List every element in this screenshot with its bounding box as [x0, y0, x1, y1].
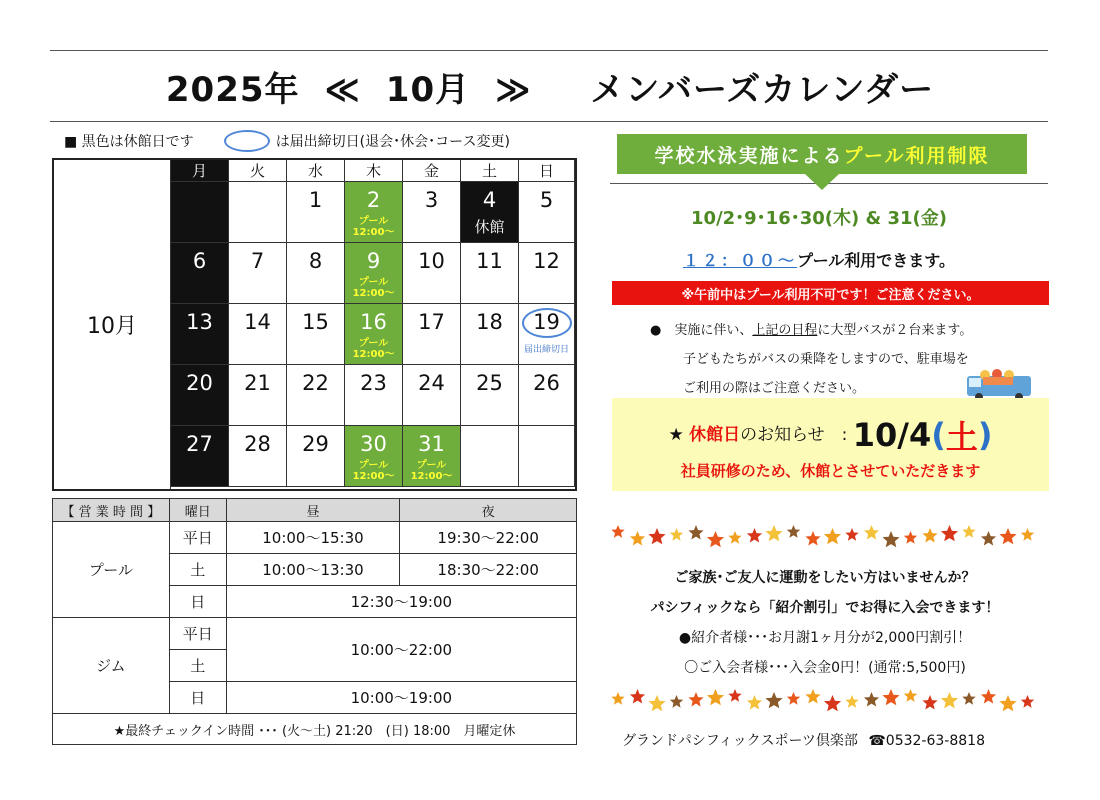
maple-leaf-icon: [611, 525, 624, 538]
maple-leaf-icon: [630, 689, 645, 704]
autumn-leaves-top: [610, 520, 1040, 552]
calendar-day[interactable]: [345, 426, 403, 487]
maple-leaf-icon: [941, 525, 958, 541]
maple-leaf-icon: [824, 695, 841, 711]
calendar-day[interactable]: [229, 243, 287, 304]
calendar-day[interactable]: [287, 182, 345, 243]
day-number: 1: [308, 188, 323, 212]
weekday-header: 金: [403, 160, 461, 182]
maple-leaf-icon: [747, 528, 762, 543]
notice-line-3: ご利用の際はご注意ください。: [683, 381, 866, 396]
day-number: 11: [476, 249, 503, 273]
day-number: 14: [244, 310, 271, 334]
hours-table: [52, 498, 577, 745]
day-number: 20: [186, 371, 213, 395]
maple-leaf-icon: [845, 695, 858, 708]
day-number: 15: [302, 310, 329, 334]
calendar-day[interactable]: [519, 304, 575, 365]
day-number: 26: [533, 371, 560, 395]
calendar-day[interactable]: [461, 304, 519, 365]
closure-reason: 社員研修のため、休館とさせていただきます: [680, 462, 981, 480]
maple-leaf-icon: [962, 525, 975, 538]
down-arrow-icon: [805, 174, 839, 190]
weekday-header: 火: [229, 160, 287, 182]
acorn-icon: [882, 689, 899, 705]
day-number: 2: [366, 188, 381, 212]
maple-leaf-icon: [765, 692, 782, 708]
pool-time-note: プール 12:00～: [352, 338, 395, 360]
day-number: 8: [308, 249, 323, 273]
maple-leaf-icon: [941, 692, 958, 708]
notice-post: に大型バスが２台来ます。: [817, 323, 973, 338]
maple-leaf-icon: [611, 692, 624, 705]
hours-header-night: 夜: [400, 499, 577, 522]
calendar-day[interactable]: [345, 365, 403, 426]
weekday-header: 木: [345, 160, 403, 182]
maple-leaf-icon: [1021, 528, 1034, 541]
day-number: 19: [533, 310, 560, 334]
day-number: 3: [424, 188, 439, 212]
calendar-day[interactable]: [403, 426, 461, 487]
hours-header-day: 曜日: [169, 499, 226, 522]
hours-header-day-time: 昼: [226, 499, 400, 522]
calendar-empty-cell: [519, 426, 575, 487]
day-number: 21: [244, 371, 271, 395]
maple-leaf-icon: [747, 695, 762, 710]
maple-leaf-icon: [630, 531, 645, 546]
day-number: 30: [360, 432, 387, 456]
calendar-day[interactable]: [345, 304, 403, 365]
maple-leaf-icon: [648, 528, 665, 544]
maple-leaf-icon: [707, 689, 724, 705]
last-checkin-note: ★最終チェックイン時間 ･･･ (火～土) 21:20 (日) 18:00 月曜定休: [53, 714, 577, 745]
day-number: 13: [186, 310, 213, 334]
next-month-link[interactable]: ≫: [494, 70, 532, 110]
day-number: 9: [366, 249, 381, 273]
pool-time-note: プール 12:00～: [352, 277, 395, 299]
hours-header-title: 【 営 業 時 間 】: [53, 499, 170, 522]
maple-leaf-icon: [805, 689, 820, 704]
day-number: 27: [186, 432, 213, 456]
maple-leaf-icon: [805, 531, 820, 546]
day-number: 24: [418, 371, 445, 395]
morning-warning: ※午前中はプール利用不可です！ご注意ください。: [612, 281, 1049, 305]
calendar-day[interactable]: [519, 365, 575, 426]
calendar-day[interactable]: [345, 243, 403, 304]
calendar-day[interactable]: [171, 365, 229, 426]
notice-line-2: 子どもたちがバスの乗降をしますので、駐車場を: [683, 352, 969, 367]
day-number: 23: [360, 371, 387, 395]
pool-time-note: [610, 248, 1028, 271]
calendar-day[interactable]: [171, 304, 229, 365]
calendar-empty-cell: [229, 182, 287, 243]
day-number: 17: [418, 310, 445, 334]
closure-label: 休館日: [689, 425, 741, 445]
top-rule: [50, 50, 1048, 51]
deadline-oval-icon: [224, 130, 270, 152]
calendar-day[interactable]: [461, 243, 519, 304]
acorn-icon: [787, 525, 800, 538]
day-number: 25: [476, 371, 503, 395]
calendar: [52, 158, 577, 491]
maple-leaf-icon: [904, 689, 917, 702]
calendar-day[interactable]: [403, 365, 461, 426]
acorn-icon: [882, 531, 899, 547]
pool-time-note: プール 12:00～: [352, 216, 395, 238]
calendar-day[interactable]: [461, 182, 519, 243]
notice-underline: 上記の日程: [752, 323, 818, 338]
title-name: メンバーズカレンダー: [590, 70, 935, 110]
pool-weekday-night: 19:30～22:00: [400, 522, 577, 554]
weekday-header: 日: [519, 160, 575, 182]
legend-black: ■ 黒色は休館日です: [64, 134, 194, 150]
day-number: 12: [533, 249, 560, 273]
deadline-note: 届出締切日: [523, 345, 569, 355]
calendar-day[interactable]: [171, 426, 229, 487]
closed-label: 休館: [474, 218, 505, 236]
calendar-grid: [171, 160, 575, 489]
day-number: 7: [250, 249, 265, 273]
deadline-circle-icon: [522, 308, 572, 338]
closure-paren-open: (: [931, 416, 946, 454]
day-number: 10: [418, 249, 445, 273]
banner-text: 学校水泳実施による: [654, 144, 844, 167]
prev-month-link[interactable]: ≪: [324, 70, 361, 110]
maple-leaf-icon: [670, 528, 683, 541]
maple-leaf-icon: [648, 695, 665, 711]
pool-sunday-hours: 12:30～19:00: [226, 586, 576, 618]
club-name: グランドパシフィックスポーツ倶楽部: [622, 733, 858, 749]
calendar-day[interactable]: [287, 365, 345, 426]
closure-day: 土: [945, 418, 978, 456]
closure-notice: [612, 398, 1049, 491]
day-number: 29: [302, 432, 329, 456]
closure-suffix: のお知らせ :: [740, 425, 848, 445]
maple-leaf-icon: [1021, 695, 1034, 708]
acorn-icon: [787, 692, 800, 705]
calendar-day[interactable]: [519, 243, 575, 304]
day-number: 5: [539, 188, 554, 212]
pool-saturday-night: 18:30～22:00: [400, 554, 577, 586]
pool-saturday-day: 10:00～13:30: [226, 554, 400, 586]
pool-limit-dates: 10/2･9･16･30(木) & 31(金): [691, 208, 947, 229]
title-month: 10月: [385, 70, 471, 110]
gym-label: ジム: [53, 618, 170, 714]
maple-leaf-icon: [765, 525, 782, 541]
calendar-day[interactable]: [519, 182, 575, 243]
closure-paren-close: ): [977, 416, 993, 454]
day-number: 16: [360, 310, 387, 334]
calendar-day[interactable]: [461, 365, 519, 426]
legend-oval: は届出締切日(退会･休会･コース変更): [275, 134, 510, 150]
maple-leaf-icon: [999, 528, 1016, 544]
pool-label: プール: [53, 522, 170, 618]
maple-leaf-icon: [864, 525, 879, 540]
calendar-day[interactable]: [229, 426, 287, 487]
day-number: 31: [418, 432, 445, 456]
weekday-header: 月: [171, 160, 229, 182]
gym-saturday: 土: [169, 650, 226, 682]
notice-pre: ● 実施に伴い、: [650, 323, 753, 338]
pool-time-note: プール 12:00～: [410, 460, 453, 482]
title-rule: [50, 121, 1048, 122]
weekday-header: 土: [461, 160, 519, 182]
calendar-day[interactable]: [345, 182, 403, 243]
calendar-empty-cell: [461, 426, 519, 487]
day-number: 22: [302, 371, 329, 395]
pool-time-suffix: プール利用できます。: [797, 251, 955, 270]
page-title: [0, 62, 1100, 111]
day-number: 18: [476, 310, 503, 334]
acorn-icon: [981, 531, 996, 546]
referral-promo: [610, 563, 1040, 683]
promo-line-4: 〇ご入会者様･･･入会金0円！(通常:5,500円): [684, 660, 966, 676]
maple-leaf-icon: [707, 531, 724, 547]
maple-leaf-icon: [922, 528, 937, 543]
acorn-icon: [688, 525, 703, 540]
day-number: 28: [244, 432, 271, 456]
footer: [622, 730, 985, 750]
title-year: 2025年: [165, 70, 300, 110]
maple-leaf-icon: [864, 692, 879, 707]
calendar-day[interactable]: [287, 304, 345, 365]
maple-leaf-icon: [999, 695, 1016, 711]
pool-sunday: 日: [169, 586, 226, 618]
calendar-day[interactable]: [229, 304, 287, 365]
gym-sunday-hours: 10:00～19:00: [226, 682, 576, 714]
maple-leaf-icon: [962, 692, 975, 705]
calendar-day[interactable]: [171, 243, 229, 304]
maple-leaf-icon: [824, 528, 841, 544]
calendar-month-label: 10月: [54, 160, 171, 489]
phone-number: ☎0532-63-8818: [868, 733, 985, 749]
gym-weekday: 平日: [169, 618, 226, 650]
calendar-day[interactable]: [287, 243, 345, 304]
calendar-day[interactable]: [403, 243, 461, 304]
calendar-day[interactable]: [229, 365, 287, 426]
maple-leaf-icon: [904, 531, 917, 544]
star-icon: ★: [668, 425, 684, 445]
legend: [64, 130, 510, 152]
day-number: 6: [192, 249, 207, 273]
promo-line-3: ●紹介者様･･･お月謝1ヶ月分が2,000円割引！: [678, 630, 972, 646]
calendar-day[interactable]: [287, 426, 345, 487]
maple-leaf-icon: [845, 528, 858, 541]
pool-time: １２：００～: [683, 251, 798, 270]
promo-line-1: ご家族･ご友人に運動をしたい方はいませんか？: [674, 570, 976, 586]
calendar-day[interactable]: [403, 182, 461, 243]
gym-weekday-sat-hours: 10:00～22:00: [226, 618, 576, 682]
autumn-leaves-bottom: [610, 684, 1040, 716]
gym-sunday: 日: [169, 682, 226, 714]
school-bus-icon: [965, 366, 1033, 402]
banner-highlight: プール利用制限: [843, 144, 990, 167]
calendar-day[interactable]: [403, 304, 461, 365]
promo-line-2: パシフィックなら「紹介割引」でお得に入会できます！: [650, 600, 1000, 616]
maple-leaf-icon: [728, 689, 741, 702]
pool-saturday: 土: [169, 554, 226, 586]
pool-limit-banner: [617, 134, 1027, 174]
pool-weekday-day: 10:00～15:30: [226, 522, 400, 554]
weekday-header: 水: [287, 160, 345, 182]
day-number: 4: [482, 188, 497, 212]
maple-leaf-icon: [670, 695, 683, 708]
acorn-icon: [688, 692, 703, 707]
pool-time-note: プール 12:00～: [352, 460, 395, 482]
maple-leaf-icon: [922, 695, 937, 710]
pool-weekday: 平日: [169, 522, 226, 554]
maple-leaf-icon: [728, 531, 741, 544]
acorn-icon: [981, 689, 996, 704]
calendar-empty-cell: [171, 182, 229, 243]
closure-date: 10/4: [852, 416, 932, 454]
